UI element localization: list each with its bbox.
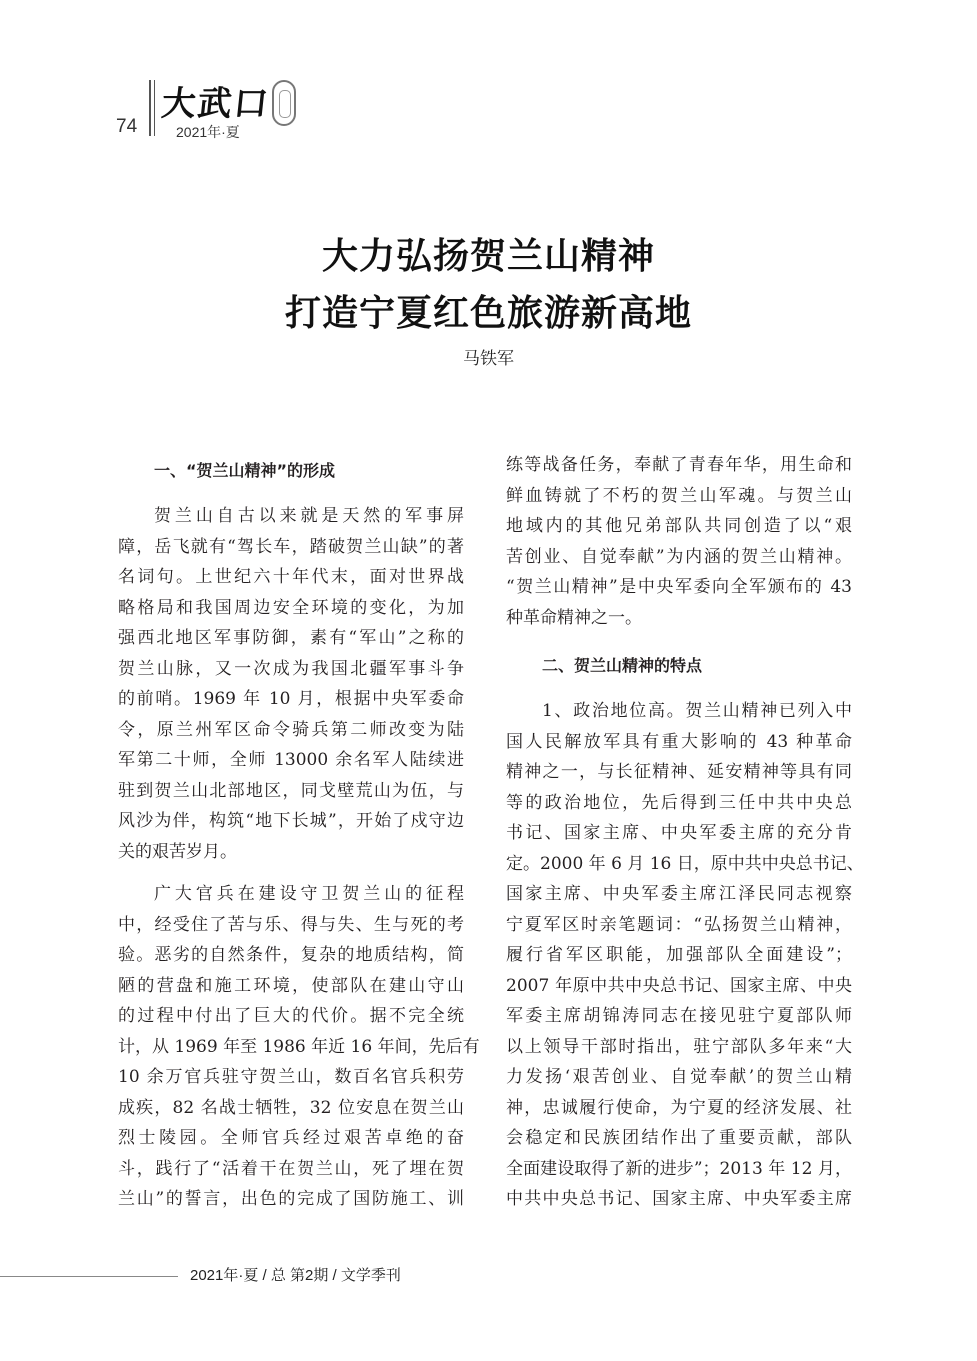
paragraph-line: 烈士陵园。全师官兵经过艰苦卓绝的奋 — [118, 1128, 464, 1148]
page-number: 74 — [116, 116, 138, 137]
seal-icon — [272, 80, 296, 126]
article-title-line-1: 大力弘扬贺兰山精神 — [321, 235, 655, 277]
paragraph-line: 地域内的其他兄弟部队共同创造了以“艰 — [506, 516, 852, 536]
section-heading: 一、“贺兰山精神”的形成 — [154, 461, 336, 480]
paragraph-line: 成疾，82 名战士牺牲，32 位安息在贺兰山 — [118, 1097, 464, 1118]
paragraph-line: 中共中央总书记、国家主席、中央军委主席 — [506, 1189, 852, 1209]
paragraph-line: 障，岳飞就有“驾长车，踏破贺兰山缺”的著 — [118, 536, 464, 557]
footer-issue-info: 2021年·夏 / 总 第2期 / 文学季刊 — [190, 1267, 401, 1284]
paragraph-line: 名词句。上世纪六十年代末，面对世界战 — [118, 567, 464, 587]
paragraph-line: 等的政治地位，先后得到三任中共中央总 — [506, 792, 852, 813]
paragraph-line: 斗，践行了“活着干在贺兰山，死了埋在贺 — [118, 1158, 464, 1179]
section-heading: 二、贺兰山精神的特点 — [542, 656, 703, 675]
paragraph-line: 令，原兰州军区命令骑兵第二师改变为陆 — [118, 719, 464, 740]
paragraph-line: 鲜血铸就了不朽的贺兰山军魂。与贺兰山 — [506, 485, 852, 506]
paragraph-line: 中，经受住了苦与乐、得与失、生与死的考 — [118, 914, 464, 935]
paragraph-line: 神，忠诚履行使命，为宁夏的经济发展、社 — [506, 1097, 852, 1118]
paragraph-line: 兰山”的誓言，出色的完成了国防施工、训 — [118, 1189, 464, 1209]
article-author: 马铁军 — [463, 349, 514, 369]
paragraph-line: 军委主席胡锦涛同志在接见驻宁夏部队师 — [506, 1006, 852, 1026]
paragraph-line: 计，从 1969 年至 1986 年近 16 年间，先后有 — [118, 1036, 480, 1057]
paragraph-line: 贺兰山自古以来就是天然的军事屏 — [154, 506, 464, 526]
magazine-logo: 大武口 — [159, 84, 272, 124]
paragraph-line: 全面建设取得了新的进步”；2013 年 12 月， — [506, 1158, 852, 1179]
paragraph-line: 定。2000 年 6 月 16 日，原中共中央总书记、 — [506, 853, 864, 874]
paragraph-gap — [506, 633, 852, 645]
paragraph-line: 10 余万官兵驻守贺兰山，数百名官兵积劳 — [118, 1067, 464, 1087]
paragraph-line: 以上领导干部时指出，驻宁部队多年来“大 — [506, 1036, 852, 1057]
paragraph-line: 广大官兵在建设守卫贺兰山的征程 — [154, 884, 464, 904]
paragraph-line: 苦创业、自觉奉献”为内涵的贺兰山精神。 — [506, 546, 852, 567]
paragraph-line: 书记、国家主席、中央军委主席的充分肯 — [506, 823, 852, 843]
paragraph-line: 精神之一，与长征精神、延安精神等具有同 — [506, 762, 852, 782]
paragraph-line: 验。恶劣的自然条件，复杂的地质结构，简 — [118, 945, 464, 965]
paragraph-line: 的过程中付出了巨大的代价。据不完全统 — [118, 1006, 464, 1026]
footer-divider — [0, 1276, 178, 1277]
paragraph-line: 驻到贺兰山北部地区，同戈壁荒山为伍，与 — [118, 780, 464, 801]
paragraph-line: 关的艰苦岁月。 — [118, 841, 237, 862]
paragraph-gap — [118, 867, 464, 879]
paragraph-line: 练等战备任务，奉献了青春年华，用生命和 — [506, 455, 852, 475]
paragraph-line: “贺兰山精神”是中央军委向全军颁布的 43 — [506, 577, 852, 597]
article-title-line-2: 打造宁夏红色旅游新高地 — [284, 292, 692, 334]
paragraph-line: 1、政治地位高。贺兰山精神已列入中 — [542, 701, 852, 721]
paragraph-line: 军第二十师，全师 13000 余名军人陆续进 — [118, 750, 464, 770]
issue-season: 2021年·夏 — [176, 124, 240, 140]
left-column — [118, 450, 480, 1215]
paragraph-line: 力发扬‘艰苦创业、自觉奉献’的贺兰山精 — [506, 1067, 852, 1087]
paragraph-line: 国家主席、中央军委主席江泽民同志视察 — [506, 884, 852, 904]
paragraph-line: 2007 年原中共中央总书记、国家主席、中央 — [506, 975, 852, 996]
paragraph-line: 略格局和我国周边安全环境的变化，为加 — [118, 597, 464, 618]
paragraph-line: 贺兰山脉，又一次成为我国北疆军事斗争 — [118, 658, 464, 679]
paragraph-line: 国人民解放军具有重大影响的 43 种革命 — [506, 731, 852, 752]
paragraph-line: 陋的营盘和施工环境，使部队在建山守山 — [118, 975, 464, 996]
paragraph-line: 种革命精神之一。 — [506, 607, 642, 628]
paragraph-line: 会稳定和民族团结作出了重要贡献，部队 — [506, 1128, 852, 1148]
header-divider — [149, 80, 151, 136]
paragraph-line: 的前哨。1969 年 10 月，根据中央军委命 — [118, 689, 464, 709]
paragraph-line: 风沙为伴，构筑“地下长城”，开始了戍守边 — [118, 811, 464, 831]
header-divider-thin — [154, 80, 155, 136]
paragraph-line: 履行省军区职能，加强部队全面建设”； — [506, 945, 852, 965]
paragraph-line: 宁夏军区时亲笔题词：“弘扬贺兰山精神， — [506, 914, 852, 935]
paragraph-line: 强西北地区军事防御，素有“军山”之称的 — [118, 628, 464, 648]
right-column — [506, 450, 864, 1215]
